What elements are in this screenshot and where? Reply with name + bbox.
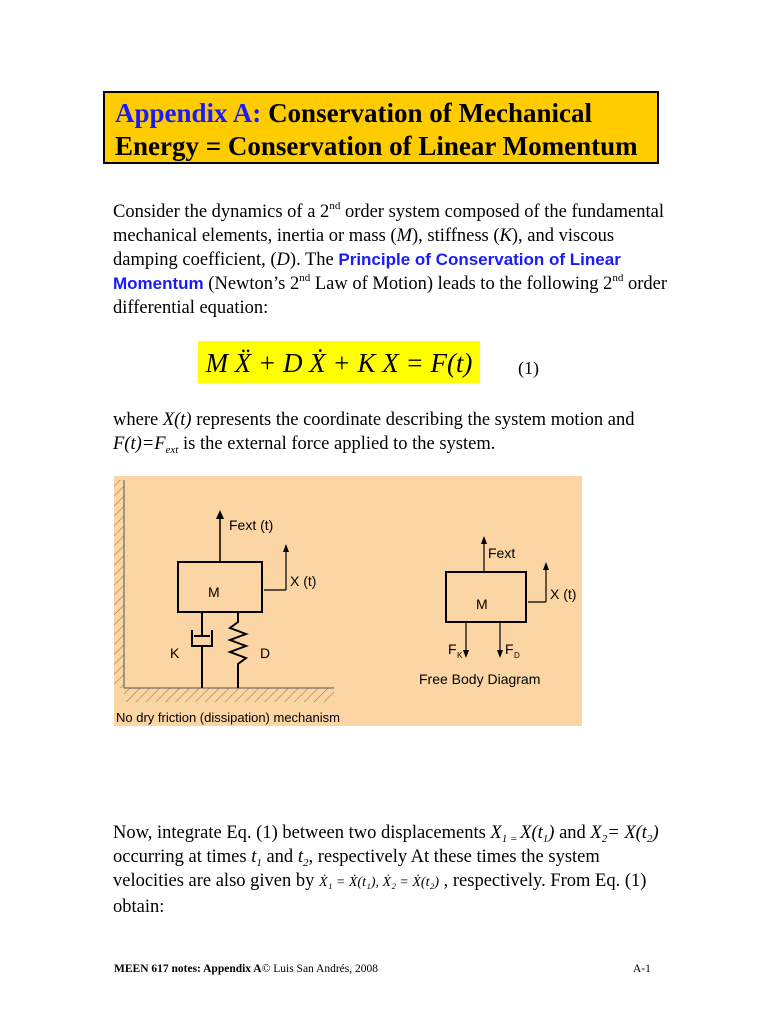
t1-symbol: t <box>251 847 257 867</box>
ground-hatch <box>124 688 334 702</box>
paragraph-integrate <box>113 821 673 919</box>
xt-symbol: X(t) <box>162 410 192 430</box>
velocity-expression: Ẋ₁ = Ẋ(t₁), Ẋ₂ = Ẋ(t₂) <box>319 875 440 890</box>
text: Law of Motion) leads to the following 2 <box>310 274 613 294</box>
sup: nd <box>612 272 624 284</box>
text: Now, integrate Eq. (1) between two displacements <box>113 823 491 843</box>
text: and <box>554 823 591 843</box>
text: ), and viscous damping coefficient, ( <box>113 226 615 270</box>
fbd-fext-arrowhead <box>481 536 487 544</box>
figure-caption: No dry friction (dissipation) mechanism <box>116 710 340 725</box>
t1-sub: 1 <box>256 857 262 869</box>
fbd-x-label: X (t) <box>550 586 577 602</box>
title-prefix: Appendix A: <box>115 98 262 128</box>
text: where <box>113 410 163 430</box>
text: ), stiffness ( <box>411 226 500 246</box>
ft-symbol: F(t)=F <box>113 434 166 454</box>
fbd-fd-arrowhead <box>497 650 503 658</box>
x2-expr: = X(t <box>607 823 647 843</box>
fbd-fk-label: F <box>448 641 457 657</box>
text: represents the coordinate describing the system motion and <box>191 410 635 430</box>
x2-symbol: X <box>590 823 602 843</box>
equation-box <box>198 341 480 383</box>
fbd-caption: Free Body Diagram <box>419 671 541 687</box>
k-label: K <box>170 645 180 661</box>
fbd-fk-arrowhead <box>463 650 469 658</box>
principle-link[interactable]: Principle of Conservation of Linear Momentum <box>113 250 621 293</box>
fbd-fk-sub: K <box>457 651 463 660</box>
text: Consider the dynamics of a 2 <box>113 202 330 222</box>
x2-sub: 2 <box>601 833 608 845</box>
d-label: D <box>260 645 271 661</box>
equation-text: M Ẍ + D Ẋ + K X = F(t) <box>205 348 473 378</box>
x-label: X (t) <box>290 573 317 589</box>
fbd-fd-label: F <box>505 641 514 657</box>
x1-sub: 1 = <box>501 833 521 845</box>
text: order differential equation: <box>113 274 668 318</box>
footer-left <box>114 963 378 975</box>
x-arrowhead <box>283 544 289 552</box>
equation-graphic <box>198 341 480 383</box>
paragraph-intro <box>113 200 673 320</box>
equation-number: (1) <box>518 358 539 378</box>
text: , respectively At these times the system velocities are also given by <box>113 847 600 891</box>
x1-expr: X(t <box>520 823 543 843</box>
title-line1: Conservation of Mechanical <box>261 98 593 128</box>
title-box <box>103 91 659 164</box>
stiffness-symbol: K <box>499 226 512 246</box>
figure-diagram <box>114 476 582 726</box>
paragraph-where <box>113 408 673 456</box>
text: ). The <box>289 250 339 270</box>
mechanical-system-figure <box>114 476 582 726</box>
footer-page-number: A-1 <box>633 963 651 975</box>
text: is the external force applied to the system. <box>178 434 496 454</box>
fext-arrowhead <box>216 510 224 519</box>
sup: nd <box>299 272 311 284</box>
text: and <box>261 847 298 867</box>
fbd-fext-label: Fext <box>488 545 516 561</box>
x2-expr-sub: 2 <box>646 833 653 845</box>
text: (Newton’s 2 <box>203 274 300 294</box>
t2-symbol: t <box>297 847 303 867</box>
fbd-x-arrowhead <box>543 562 549 570</box>
x2-close: ) <box>652 823 659 843</box>
fbd-fd-sub: D <box>514 651 520 660</box>
x1-expr-sub: 1 <box>542 833 549 845</box>
fext-label: Fext (t) <box>229 517 274 533</box>
footer-author: © Luis San Andrés, 2008 <box>261 963 378 975</box>
x1-close: ) <box>548 823 555 843</box>
text: order system composed of the fundamental mechanical elements, inertia or mass ( <box>113 202 664 246</box>
mass-block <box>178 562 262 612</box>
sup: nd <box>329 200 341 212</box>
footer-course: MEEN 617 notes: Appendix A <box>114 963 262 975</box>
text: , respectively. From Eq. (1) obtain: <box>113 871 647 917</box>
t2-sub: 2 <box>302 857 309 869</box>
spring <box>230 612 246 688</box>
fbd-mass-label: M <box>476 596 488 612</box>
damping-symbol: D <box>276 250 290 270</box>
x1-symbol: X <box>490 823 502 843</box>
title-line2: Energy = Conservation of Linear Momentum <box>115 131 638 161</box>
mass-label: M <box>208 584 220 600</box>
wall-hatch <box>114 480 124 688</box>
mass-symbol: M <box>396 226 412 246</box>
ft-sub: ext <box>165 444 179 456</box>
text: occurring at times <box>113 847 252 867</box>
